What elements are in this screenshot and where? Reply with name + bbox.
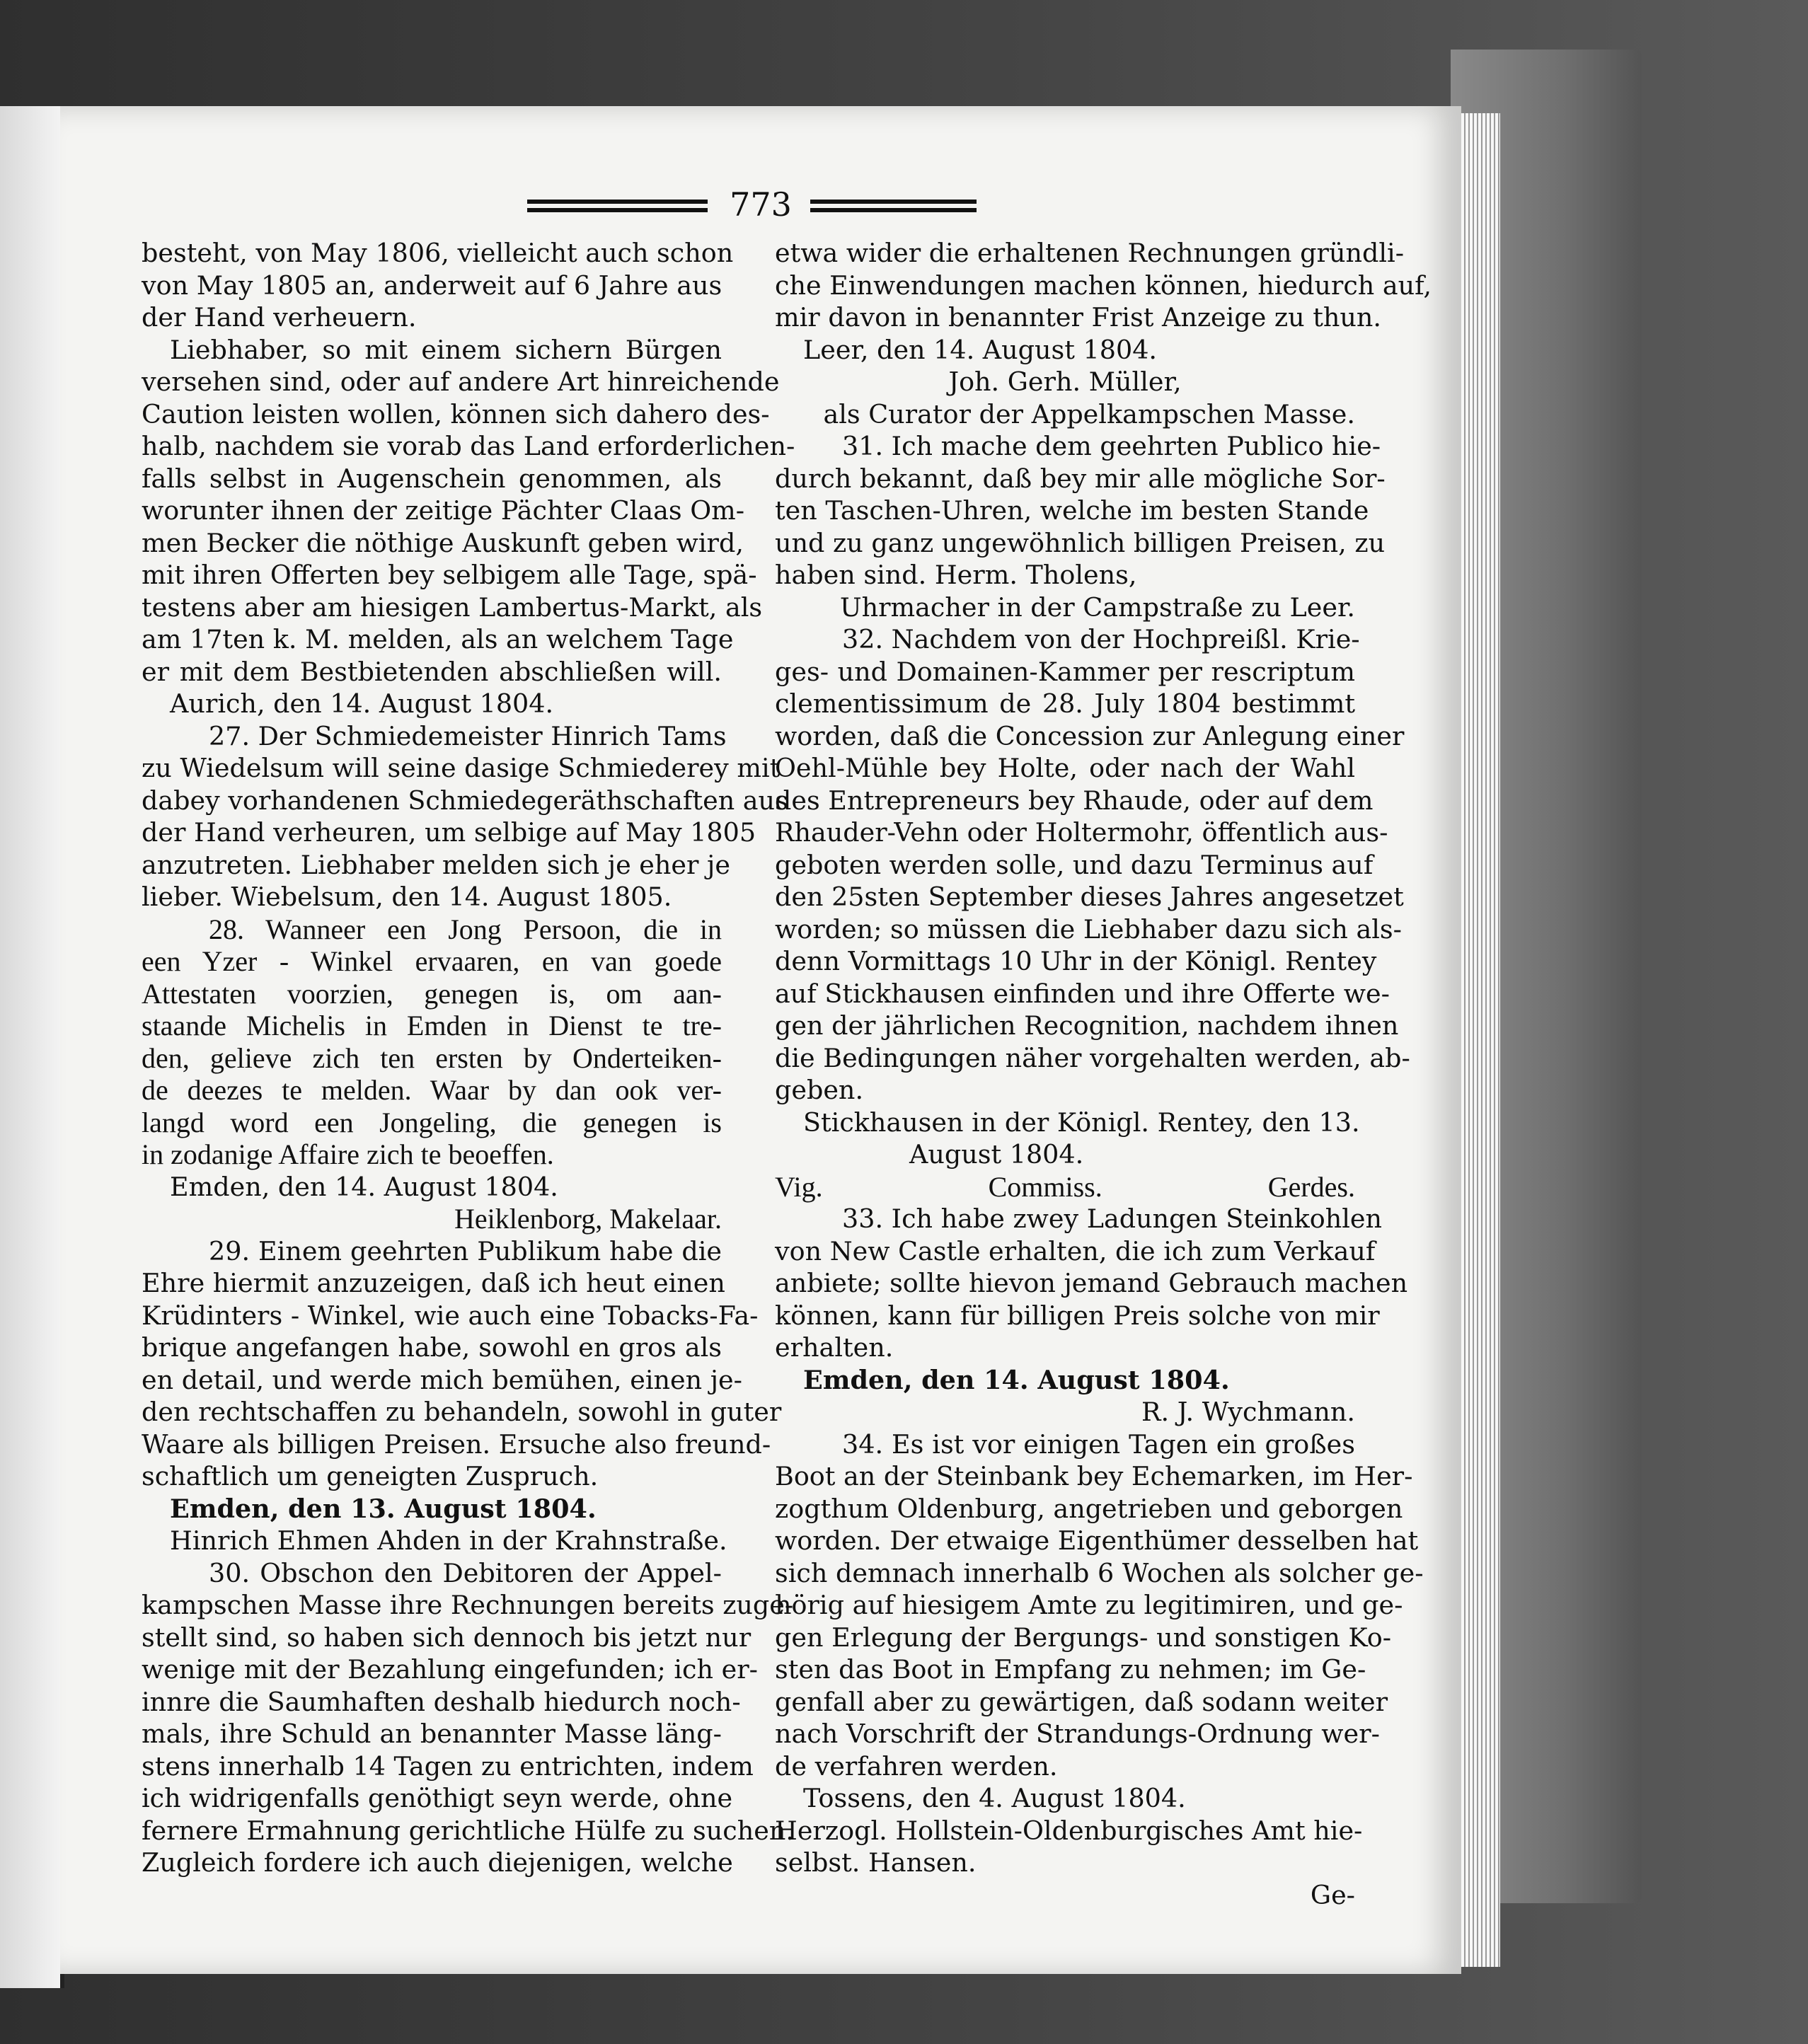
right-column-line: zogthum Oldenburg, angetrieben und geborgen bbox=[775, 1493, 1403, 1524]
left-column-line: der Hand verheuern. bbox=[142, 302, 417, 333]
left-column-line: een Yzer - Winkel ervaaren, en van goede bbox=[142, 945, 722, 977]
left-column-line: Hinrich Ehmen Ahden in der Krahnstraße. bbox=[170, 1525, 727, 1556]
right-column-line: haben sind. Herm. Tholens, bbox=[775, 560, 1137, 590]
right-column-line: Oehl-Mühle bey Holte, oder nach der Wahl bbox=[775, 753, 1355, 783]
right-column-line: können, kann für billigen Preis solche von mir bbox=[775, 1300, 1380, 1331]
left-column-line: besteht, von May 1806, vielleicht auch schon bbox=[142, 238, 734, 268]
right-column-line: nach Vorschrift der Strandungs-Ordnung wer- bbox=[775, 1719, 1380, 1749]
right-column-line: gen Erlegung der Bergungs- und sonstigen Ko- bbox=[775, 1622, 1392, 1653]
left-column-line: anzutreten. Liebhaber melden sich je eher je bbox=[142, 849, 730, 880]
right-column-line: Leer, den 14. August 1804. bbox=[803, 334, 1158, 365]
right-column-line: 33. Ich habe zwey Ladungen Steinkohlen bbox=[842, 1203, 1383, 1234]
left-column-line: den rechtschaffen zu behandeln, sowohl in guter bbox=[142, 1397, 782, 1427]
right-column-line: Uhrmacher in der Campstraße zu Leer. bbox=[839, 591, 1355, 623]
left-column-line: Zugleich fordere ich auch diejenigen, welche bbox=[142, 1847, 733, 1878]
left-column-line: lieber. Wiebelsum, den 14. August 1805. bbox=[142, 882, 672, 912]
left-column-line: den, gelieve zich ten ersten by Onderteiken- bbox=[142, 1041, 722, 1074]
left-column-line: Heiklenborg, Makelaar. bbox=[454, 1203, 722, 1235]
right-column-line: clementissimum de 28. July 1804 bestimmt bbox=[775, 688, 1355, 719]
right-column-line: che Einwendungen machen können, hiedurch auf, bbox=[775, 270, 1432, 301]
left-column-line: er mit dem Bestbietenden abschließen will. bbox=[142, 656, 722, 687]
left-column-line: Attestaten voorzien, genegen is, om aan- bbox=[142, 977, 722, 1010]
right-column-line: und zu ganz ungewöhnlich billigen Preisen, zu bbox=[775, 527, 1386, 558]
left-column-line: kampschen Masse ihre Rechnungen bereits zuge- bbox=[142, 1590, 794, 1620]
page-number: 773 bbox=[730, 185, 792, 224]
left-column-line: Caution leisten wollen, können sich dahero des- bbox=[142, 398, 770, 429]
right-column-line: als Curator der Appelkampschen Masse. bbox=[823, 398, 1355, 429]
left-column-line: in zodanige Affaire zich te beoeffen. bbox=[142, 1138, 554, 1170]
right-column-line: August 1804. bbox=[909, 1139, 1084, 1170]
right-column-line: Tossens, den 4. August 1804. bbox=[803, 1783, 1186, 1813]
right-column-line: die Bedingungen näher vorgehalten werden, ab- bbox=[775, 1042, 1410, 1073]
right-column-line: den 25sten September dieses Jahres angesetzet bbox=[775, 882, 1404, 912]
left-column-line: fernere Ermahnung gerichtliche Hülfe zu suchen. bbox=[142, 1815, 794, 1846]
right-column-line: durch bekannt, daß bey mir alle mögliche Sor- bbox=[775, 463, 1386, 494]
right-column-line: geboten werden solle, und dazu Terminus auf bbox=[775, 849, 1374, 880]
left-column-line: schaftlich um geneigten Zuspruch. bbox=[142, 1461, 599, 1491]
left-column-line: stellt sind, so haben sich dennoch bis jetzt nur bbox=[142, 1622, 752, 1653]
left-column-line: mals, ihre Schuld an benannter Masse läng- bbox=[142, 1719, 722, 1749]
left-column-line: halb, nachdem sie vorab das Land erforderlichen- bbox=[142, 431, 795, 461]
left-column-line: Emden, den 14. August 1804. bbox=[170, 1171, 558, 1202]
right-column-line: Joh. Gerh. Müller, bbox=[948, 366, 1182, 397]
left-column-line: mit ihren Offerten bey selbigem alle Tage, spä- bbox=[142, 560, 757, 590]
left-column-line: der Hand verheuren, um selbige auf May 1805 bbox=[142, 817, 756, 848]
right-column-line: ges- und Domainen-Kammer per rescriptum bbox=[775, 656, 1355, 687]
right-column-line: R. J. Wychmann. bbox=[1141, 1397, 1355, 1427]
left-column-line: am 17ten k. M. melden, als an welchem Tage bbox=[142, 624, 734, 654]
right-column-line: geben. bbox=[775, 1075, 864, 1105]
right-column-line: 32. Nachdem von der Hochpreißl. Krie- bbox=[842, 624, 1360, 654]
right-column-line: anbiete; sollte hievon jemand Gebrauch machen bbox=[775, 1268, 1408, 1298]
left-column-line: brique angefangen habe, sowohl en gros als bbox=[142, 1332, 722, 1363]
right-column-line: 31. Ich mache dem geehrten Publico hie- bbox=[842, 431, 1381, 461]
right-column-line: hörig auf hiesigem Amte zu legitimiren, und ge- bbox=[775, 1590, 1403, 1620]
left-column-line: 29. Einem geehrten Publikum habe die bbox=[209, 1235, 722, 1266]
left-column-line: testens aber am hiesigen Lambertus-Markt, als bbox=[142, 591, 763, 623]
right-column-line: Boot an der Steinbank bey Echemarken, im Her- bbox=[775, 1461, 1413, 1491]
left-column-line: en detail, und werde mich bemühen, einen je- bbox=[142, 1364, 742, 1395]
right-column-line: etwa wider die erhaltenen Rechnungen gründli- bbox=[775, 238, 1405, 268]
left-column-line: staande Michelis in Emden in Dienst te tre- bbox=[142, 1010, 722, 1041]
header-rule-left bbox=[527, 200, 708, 204]
left-text-column bbox=[142, 237, 795, 1879]
header-rule-right bbox=[810, 200, 977, 204]
right-column-line: des Entrepreneurs bey Rhaude, oder auf dem bbox=[775, 785, 1374, 816]
left-column-line: men Becker die nöthige Auskunft geben wird, bbox=[142, 527, 744, 558]
left-column-line: Ehre hiermit anzuzeigen, daß ich heut einen bbox=[142, 1268, 725, 1298]
right-column-line: Rhauder-Vehn oder Holtermohr, öffentlich aus- bbox=[775, 817, 1388, 848]
left-column-line: Krüdinters - Winkel, wie auch eine Tobacks-Fa- bbox=[142, 1300, 759, 1331]
facing-page-edge bbox=[0, 106, 64, 1988]
left-column-line: innre die Saumhaften deshalb hiedurch noch- bbox=[142, 1686, 741, 1717]
right-column-line: Vig. Commiss. Gerdes. bbox=[775, 1170, 1355, 1203]
left-column-line: 28. Wanneer een Jong Persoon, die in bbox=[209, 913, 722, 945]
right-column-line: worden, daß die Concession zur Anlegung einer bbox=[775, 720, 1405, 751]
right-column-line: gen der jährlichen Recognition, nachdem ihnen bbox=[775, 1010, 1399, 1041]
right-column-line: mir davon in benannter Frist Anzeige zu thun. bbox=[775, 302, 1382, 333]
left-column-line: Waare als billigen Preisen. Ersuche also freund- bbox=[142, 1428, 771, 1460]
left-column-line: von May 1805 an, anderweit auf 6 Jahre aus bbox=[142, 270, 722, 301]
left-column-line: Aurich, den 14. August 1804. bbox=[170, 688, 554, 719]
right-column-line: worden. Der etwaige Eigenthümer desselben hat bbox=[775, 1525, 1419, 1556]
left-column-line: worunter ihnen der zeitige Pächter Claas Om- bbox=[142, 495, 745, 526]
left-column-line: zu Wiedelsum will seine dasige Schmiederey mit bbox=[142, 753, 781, 783]
right-column-line: selbst. Hansen. bbox=[775, 1847, 977, 1878]
right-column-line: auf Stickhausen einfinden und ihre Offerte we- bbox=[775, 978, 1390, 1009]
right-text-column bbox=[775, 237, 1432, 1911]
left-column-line: wenige mit der Bezahlung eingefunden; ich er- bbox=[142, 1654, 758, 1685]
left-column-line: 27. Der Schmiedemeister Hinrich Tams bbox=[209, 720, 727, 751]
right-column-line: sich demnach innerhalb 6 Wochen als solcher ge- bbox=[775, 1557, 1424, 1588]
left-column-line: ich widrigenfalls genöthigt seyn werde, ohne bbox=[142, 1783, 733, 1813]
left-column-line: 30. Obschon den Debitoren der Appel- bbox=[209, 1557, 722, 1588]
left-column-line: de deezes te melden. Waar by dan ook ver- bbox=[142, 1074, 722, 1106]
right-column-line: genfall aber zu gewärtigen, daß sodann weiter bbox=[775, 1686, 1388, 1717]
page-edges bbox=[1461, 113, 1500, 1967]
left-column-line: langd word een Jongeling, die genegen is bbox=[142, 1106, 722, 1138]
left-column-line: Liebhaber, so mit einem sichern Bürgen bbox=[170, 334, 722, 365]
right-column-line: Ge- bbox=[1310, 1879, 1355, 1910]
right-column-line: 34. Es ist vor einigen Tagen ein großes bbox=[842, 1428, 1355, 1460]
right-column-line: sten das Boot in Empfang zu nehmen; im Ge- bbox=[775, 1654, 1366, 1685]
right-column-line: worden; so müssen die Liebhaber dazu sich als- bbox=[775, 913, 1402, 945]
right-column-line: von New Castle erhalten, die ich zum Verkauf bbox=[775, 1235, 1376, 1266]
left-column-line: Emden, den 13. August 1804. bbox=[170, 1493, 597, 1524]
page-header bbox=[527, 185, 1221, 228]
right-column-line: Emden, den 14. August 1804. bbox=[803, 1364, 1230, 1395]
left-column-line: dabey vorhandenen Schmiedegeräthschaften aus bbox=[142, 785, 788, 816]
right-column-line: denn Vormittags 10 Uhr in der Königl. Rentey bbox=[775, 946, 1377, 976]
right-column-line: de verfahren werden. bbox=[775, 1750, 1058, 1782]
right-column-line: erhalten. bbox=[775, 1332, 894, 1363]
left-column-line: stens innerhalb 14 Tagen zu entrichten, indem bbox=[142, 1750, 754, 1782]
left-column-line: versehen sind, oder auf andere Art hinreichende bbox=[142, 366, 780, 397]
right-column-line: ten Taschen-Uhren, welche im besten Stande bbox=[775, 495, 1369, 526]
left-column-line: falls selbst in Augenschein genommen, als bbox=[142, 463, 722, 494]
right-column-line: Herzogl. Hollstein-Oldenburgisches Amt hie- bbox=[775, 1815, 1363, 1846]
right-column-line: Stickhausen in der Königl. Rentey, den 13. bbox=[803, 1107, 1360, 1138]
